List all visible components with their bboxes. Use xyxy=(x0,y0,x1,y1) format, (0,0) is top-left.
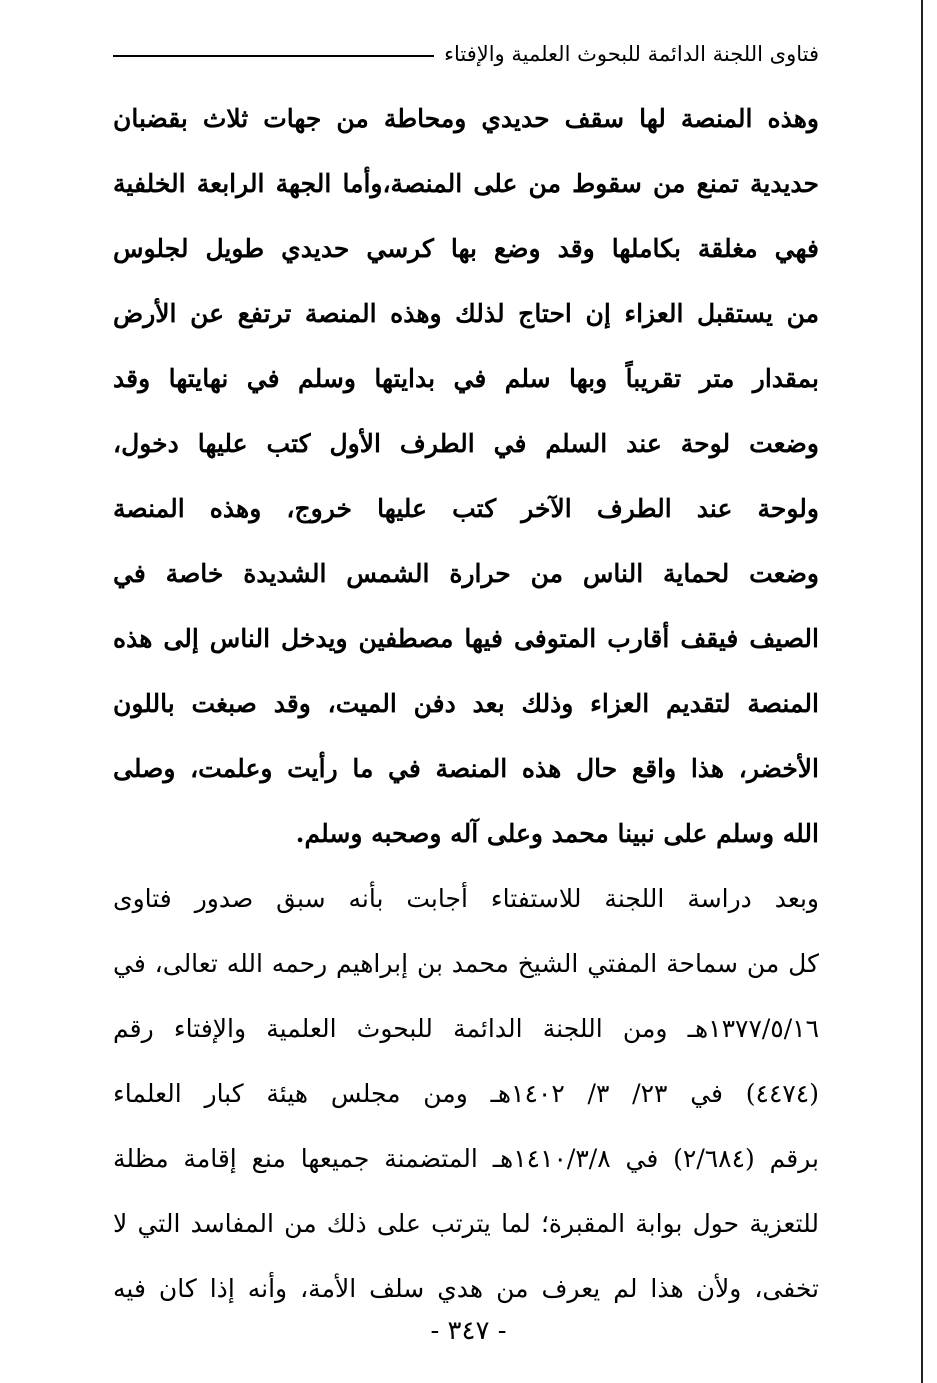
answer-line: وبعد دراسة اللجنة للاستفتاء أجابت بأنه سبق صدور فتاوى xyxy=(113,884,819,913)
answer-line: (٤٤٧٤) في ٢٣/ ٣/ ١٤٠٢هـ ومن مجلس هيئة كبار العلماء xyxy=(113,1079,819,1108)
page-spine-edge xyxy=(921,0,923,1383)
question-line: فهي مغلقة بكاملها وقد وضع بها كرسي حديدي طويل لجلوس xyxy=(113,234,819,263)
question-line: الله وسلم على نبينا محمد وعلى آله وصحبه وسلم. xyxy=(295,819,819,848)
body-text xyxy=(113,86,819,1321)
question-line: بمقدار متر تقريباً وبها سلم في بدايتها وسلم في نهايتها وقد xyxy=(113,364,819,393)
page-number: - ٣٤٧ - xyxy=(430,1316,507,1346)
question-line: وهذه المنصة لها سقف حديدي ومحاطة من جهات ثلاث بقضبان xyxy=(113,104,819,133)
question-line: وضعت لوحة عند السلم في الطرف الأول كتب عليها دخول، xyxy=(113,429,819,458)
question-line: ولوحة عند الطرف الآخر كتب عليها خروج، وهذه المنصة xyxy=(113,494,819,523)
answer-line: برقم (٢/٦٨٤) في ١٤١٠/٣/٨هـ المتضمنة جميعها منع إقامة مظلة xyxy=(113,1144,819,1173)
question-line: من يستقبل العزاء إن احتاج لذلك وهذه المنصة ترتفع عن الأرض xyxy=(113,299,819,328)
header-title: فتاوى اللجنة الدائمة للبحوث العلمية والإفتاء xyxy=(444,42,819,66)
running-header xyxy=(113,34,819,74)
question-line: الأخضر، هذا واقع حال هذه المنصة في ما رأيت وعلمت، وصلى xyxy=(113,754,819,783)
answer-line: كل من سماحة المفتي الشيخ محمد بن إبراهيم رحمه الله تعالى، في xyxy=(113,949,819,978)
header-rule xyxy=(113,55,434,57)
question-line: المنصة لتقديم العزاء وذلك بعد دفن الميت، وقد صبغت باللون xyxy=(113,689,819,718)
question-line: وضعت لحماية الناس من حرارة الشمس الشديدة خاصة في xyxy=(113,559,819,588)
question-line: الصيف فيقف أقارب المتوفى فيها مصطفين ويدخل الناس إلى هذه xyxy=(113,624,819,653)
question-line: حديدية تمنع من سقوط من على المنصة،وأما الجهة الرابعة الخلفية xyxy=(113,169,819,198)
answer-line: ١٣٧٧/٥/١٦هـ ومن اللجنة الدائمة للبحوث العلمية والإفتاء رقم xyxy=(113,1014,819,1043)
answer-line: تخفى، ولأن هذا لم يعرف من هدي سلف الأمة، وأنه إذا كان فيه xyxy=(113,1274,819,1303)
answer-line: للتعزية حول بوابة المقبرة؛ لما يترتب على ذلك من المفاسد التي لا xyxy=(113,1209,819,1238)
